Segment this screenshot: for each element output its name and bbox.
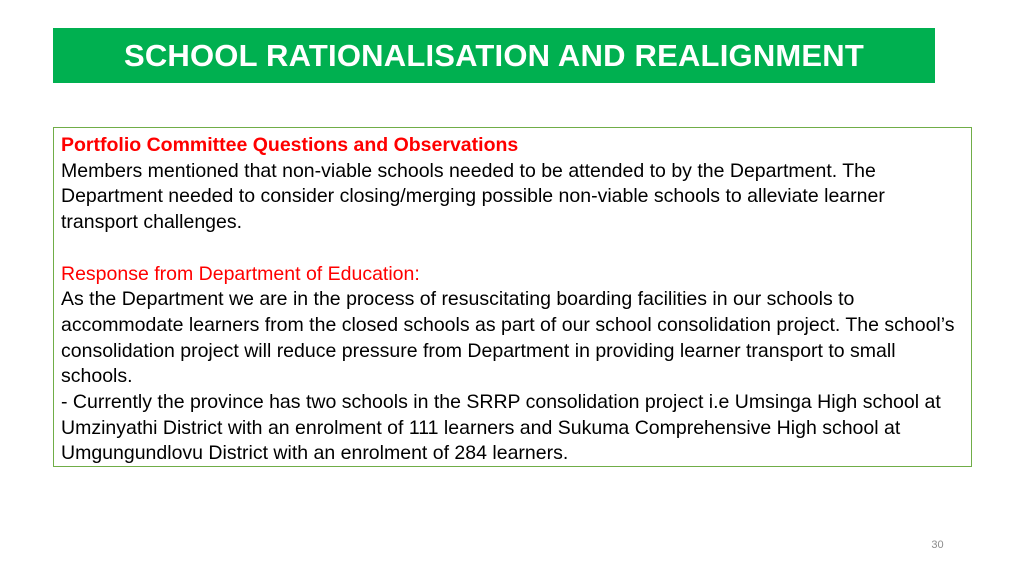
paragraph-spacer bbox=[61, 236, 965, 262]
slide-title: SCHOOL RATIONALISATION AND REALIGNMENT bbox=[123, 37, 865, 73]
response-bullet: - Currently the province has two schools in the SRRP consolidation project i.e Umsinga High school at Umzinyathi District with an enrolment of 111 learners and Sukuma Comprehensive High school at Umgungundlovu District with an enrolment of 284 learners. bbox=[61, 391, 941, 465]
response-heading: Response from Department of Education: bbox=[61, 262, 420, 285]
response-text: As the Department we are in the process of resuscitating boarding facilities in our schools to accommodate learners from the closed schools as part of our school consolidation project. The school’s consolidation project will reduce pressure from Department in providing learner transport to small schools. bbox=[61, 288, 955, 388]
title-banner bbox=[53, 28, 935, 83]
questions-heading: Portfolio Committee Questions and Observations bbox=[61, 134, 519, 156]
slide-number: 30 bbox=[931, 539, 944, 551]
questions-text: Members mentioned that non-viable schools needed to be attended to by the Department. The Department needed to consider closing/merging possible non-viable schools to alleviate learner transport challenges. bbox=[61, 159, 885, 234]
content-box bbox=[53, 127, 972, 467]
